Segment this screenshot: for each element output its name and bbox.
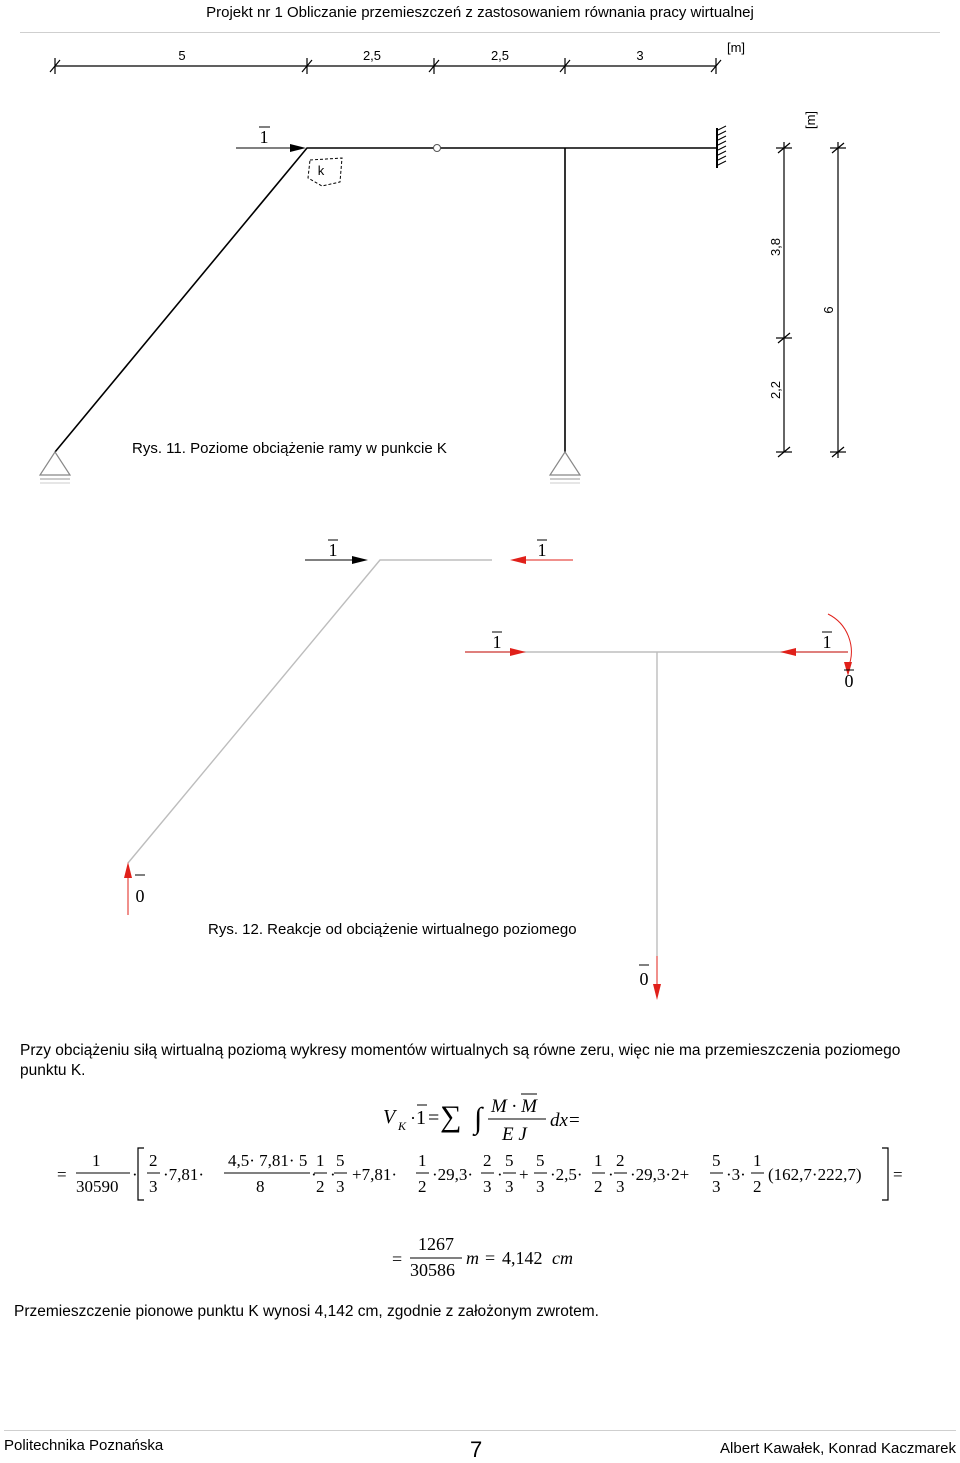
force-label-4: 1: [822, 632, 832, 652]
svg-text:2: 2: [316, 1177, 325, 1196]
page-header: Projekt nr 1 Obliczanie przemieszczeń z zastosowaniem równania pracy wirtualnej: [206, 4, 754, 21]
svg-text:=: =: [57, 1165, 67, 1184]
svg-text:·: ·: [497, 1165, 503, 1184]
reaction-bottom-label: 0: [639, 969, 649, 989]
svg-text:3: 3: [483, 1177, 492, 1196]
svg-text:·: ·: [311, 1165, 317, 1184]
reaction-arrow-icon: [510, 556, 526, 564]
svg-text:3: 3: [712, 1177, 721, 1196]
svg-text:·3·: ·3·: [726, 1165, 746, 1184]
eq-V: V: [383, 1106, 396, 1128]
eq-one: 1: [416, 1107, 426, 1129]
point-k-marker: [308, 158, 342, 186]
svg-text:(162,7·222,7): (162,7·222,7): [768, 1165, 862, 1184]
page-number: 7: [470, 1437, 483, 1462]
force-label-3: 1: [492, 632, 502, 652]
svg-text:=: =: [428, 1107, 440, 1129]
force-arrow-icon: [352, 556, 368, 564]
svg-text:1: 1: [753, 1151, 762, 1170]
svg-text:·7,81·: ·7,81·: [163, 1165, 205, 1184]
svg-text:2: 2: [753, 1177, 762, 1196]
svg-text:·29,3·: ·29,3·: [432, 1165, 474, 1184]
pin-support-left-icon: [40, 452, 70, 483]
fixed-support-icon: [717, 126, 726, 168]
svg-text:4,5· 7,81· 5: 4,5· 7,81· 5: [228, 1151, 308, 1170]
svg-text:·: ·: [132, 1165, 138, 1184]
hinge-icon: [434, 145, 441, 152]
sum-icon: ∑: [440, 1100, 462, 1133]
svg-text:·: ·: [330, 1165, 336, 1184]
svg-text:·2,5·: ·2,5·: [550, 1165, 583, 1184]
footer-right: Albert Kawałek, Konrad Kaczmarek: [720, 1440, 956, 1457]
eq-dx: dx: [550, 1110, 568, 1131]
frame-beam: [55, 148, 716, 452]
force-label-1: 1: [328, 540, 338, 560]
dim-5: 5: [178, 48, 186, 63]
svg-text:3: 3: [149, 1177, 158, 1196]
svg-text:8: 8: [256, 1177, 265, 1196]
result-m: m: [466, 1248, 479, 1268]
result-num: 1267: [418, 1234, 454, 1254]
svg-text:2: 2: [616, 1151, 625, 1170]
point-k-label: k: [317, 163, 325, 178]
footer-left: Politechnika Poznańska: [4, 1437, 164, 1454]
force-label-2: 1: [537, 540, 547, 560]
svg-text:=: =: [893, 1165, 903, 1184]
svg-text:+7,81·: +7,81·: [352, 1165, 397, 1184]
svg-text:+: +: [519, 1165, 529, 1184]
load-arrow-icon: [290, 144, 306, 152]
svg-text:3: 3: [505, 1177, 514, 1196]
dim-2-5-a: 2,5: [362, 48, 382, 63]
svg-text:5: 5: [505, 1151, 514, 1170]
reaction-arrow-icon: [124, 862, 132, 878]
svg-text:2: 2: [149, 1151, 158, 1170]
dim-3-8: 3,8: [768, 237, 783, 257]
svg-text:=: =: [392, 1249, 403, 1269]
unit-label-top: [m]: [726, 40, 746, 55]
dim-2-2: 2,2: [768, 380, 783, 400]
dim-2-5-b: 2,5: [490, 48, 510, 63]
equation-block: [0, 1088, 960, 1288]
reaction-arrow-icon: [780, 648, 796, 656]
svg-text:3: 3: [336, 1177, 345, 1196]
integral-icon: ∫: [474, 1102, 483, 1135]
figure-frame-loading: [0, 0, 960, 500]
result-value: 4,142: [502, 1248, 543, 1268]
eq-equals: =: [569, 1110, 580, 1131]
svg-text:·: ·: [608, 1165, 614, 1184]
eq-sub-K: K: [398, 1119, 407, 1133]
reaction-arrow-icon: [510, 648, 526, 656]
figure-reactions: [0, 520, 960, 1020]
svg-text:2: 2: [594, 1177, 603, 1196]
svg-text:5: 5: [336, 1151, 345, 1170]
svg-text:1: 1: [316, 1151, 325, 1170]
dim-3: 3: [636, 48, 644, 63]
figure1-caption: Rys. 11. Poziome obciążenie ramy w punkcie K: [132, 440, 447, 457]
pin-support-right-icon: [550, 452, 580, 483]
eq-den: E J: [502, 1124, 527, 1145]
moment-label: 0: [844, 671, 854, 691]
unit-label-right: [m]: [803, 110, 818, 130]
paragraph-conclusion: Przemieszczenie pionowe punktu K wynosi 4,142 cm, zgodnie z założonym zwrotem.: [14, 1303, 599, 1320]
paragraph-horizontal: Przy obciążeniu siłą wirtualną poziomą wykresy momentów wirtualnych są równe zeru, więc nie ma przemieszczenia poziomego punktu K.: [20, 1042, 901, 1079]
svg-text:=: =: [485, 1248, 496, 1268]
figure2-caption: Rys. 12. Reakcje od obciążenie wirtualnego poziomego: [208, 921, 577, 938]
prefix-num: 1: [92, 1151, 101, 1170]
svg-text:5: 5: [536, 1151, 545, 1170]
svg-text:1: 1: [594, 1151, 603, 1170]
reaction-left-label: 0: [135, 886, 145, 906]
svg-text:3: 3: [616, 1177, 625, 1196]
result-den: 30586: [410, 1260, 455, 1280]
dim-6: 6: [821, 306, 836, 314]
svg-text:·: ·: [410, 1108, 416, 1128]
result-unit: cm: [552, 1248, 573, 1268]
svg-text:1: 1: [418, 1151, 427, 1170]
footer-rule: [4, 1430, 956, 1431]
prefix-den: 30590: [76, 1177, 119, 1196]
load-label: 1: [259, 127, 269, 147]
svg-text:·29,3·2+: ·29,3·2+: [630, 1165, 690, 1184]
eq-num: M · M: [491, 1096, 537, 1117]
svg-text:5: 5: [712, 1151, 721, 1170]
svg-text:3: 3: [536, 1177, 545, 1196]
reaction-arrow-icon: [653, 984, 661, 1000]
svg-text:2: 2: [418, 1177, 427, 1196]
svg-text:2: 2: [483, 1151, 492, 1170]
